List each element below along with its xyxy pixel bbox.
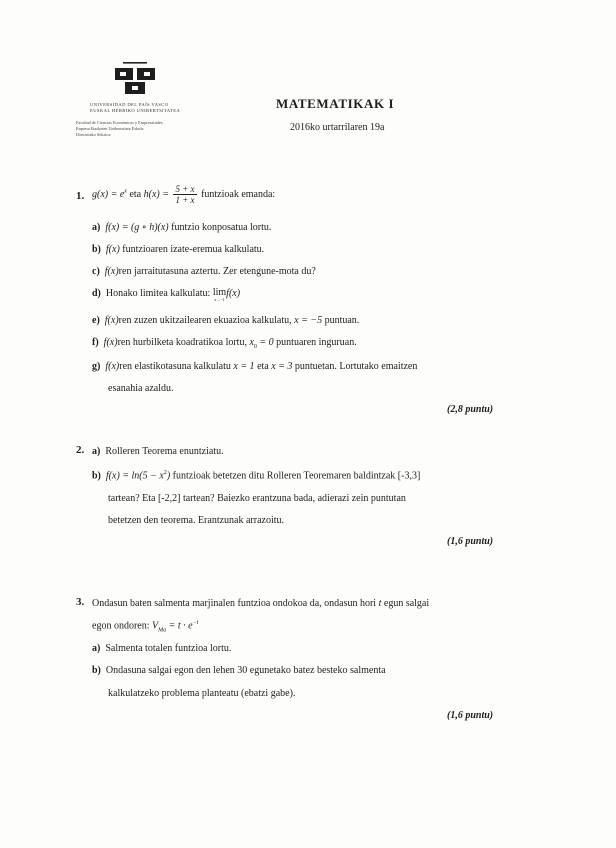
- problem-1-item-a: a) f(x) = (g ∘ h)(x) funtzio konposatua lortu.: [92, 222, 272, 233]
- problem-1-points: (2,8 puntu): [447, 404, 494, 415]
- problem-1-item-f: f) f(x)ren hurbilketa koadratikoa lortu, $x_0 = 0$ puntuaren inguruan.: [92, 337, 357, 350]
- problem-2-points: (1,6 puntu): [447, 536, 494, 547]
- faculty-line-3: Donostiako Sekzioa: [76, 132, 111, 137]
- problem-1-item-b: b) f(x) funtzioaren izate-eremua kalkulatu.: [92, 244, 265, 255]
- faculty-line-1: Facultad de Ciencias Económicas y Empresariales: [76, 120, 163, 125]
- limit-expression: lim x→−1: [212, 287, 227, 302]
- problem-1-item-e: e) f(x)ren zuzen ukitzailearen ekuazioa kalkulatu, x = −5 puntuan.: [92, 315, 360, 326]
- problem-2-item-a: a) Rolleren Teorema enuntziatu.: [92, 446, 224, 457]
- university-logo: [76, 62, 196, 138]
- problem-2-item-b: b) $f(x) = \ln(5 - x^2)$ funtzioak betetzen ditu Rolleren Teoremaren baldintzak [-3,3]: [92, 470, 421, 482]
- problem-3-item-a: a) Salmenta totalen funtzioa lortu.: [92, 643, 232, 654]
- problem-1-item-g: g) f(x)ren elastikotasuna kalkulatu x = 1 eta x = 3 puntuetan. Lortutako emaitzen: [92, 361, 418, 372]
- problem-3-number: 3.: [76, 596, 85, 608]
- problem-3-points: (1,6 puntu): [447, 710, 494, 721]
- problem-3-item-b-line2: kalkulatzeko problema planteatu (ebatzi gabe).: [108, 688, 296, 699]
- problem-1-item-c: c) f(x)ren jarraitutasuna aztertu. Zer etengune-mota du?: [92, 266, 316, 277]
- problem-1-item-g-cont: esanahia azaldu.: [108, 383, 174, 394]
- problem-3-item-b: b) Ondasuna salgai egon den lehen 30 egunetako batez besteko salmenta: [92, 665, 386, 676]
- problem-1-item-d: d) Honako limitea kalkulatu: lim x→−1 f(x): [92, 287, 241, 302]
- exam-date: 2016ko urtarrilaren 19a: [290, 122, 385, 133]
- problem-2-number: 2.: [76, 444, 85, 456]
- h-fraction: $\frac{5 + x}{1 + x}$: [175, 184, 195, 205]
- problem-2-item-b-line2: tartean? Eta [-2,2] tartean? Baiezko erantzuna bada, adierazi zein puntutan: [108, 493, 406, 504]
- faculty-line-2: Enpresa Ikasketen Unibertsitate Eskola: [76, 126, 144, 131]
- university-emblem-icon: [109, 62, 163, 98]
- exam-title: MATEMATIKAK I: [276, 96, 395, 111]
- problem-3-intro-line2: egon ondoren: $V_{Ma} = t \cdot e^{-t}$: [92, 620, 199, 634]
- problem-1-number: 1.: [76, 190, 85, 202]
- university-name-eu: EUSKAL HERRIKO UNIBERTSITATEA: [90, 108, 181, 113]
- problem-1-intro: $g(x) = e^x$ eta h(x) = $\frac{5 + x}{1 + x}$ funtzioak emanda:: [92, 184, 276, 205]
- problem-3-intro-line1: Ondasun baten salmenta marjinalen funtzioa ondokoa da, ondasun hori t egun salgai: [92, 598, 430, 609]
- university-name-es: UNIVERSIDAD DEL PAÍS VASCO: [90, 102, 169, 107]
- problem-2-item-b-line3: betetzen den teorema. Erantzunak arrazoitu.: [108, 515, 285, 526]
